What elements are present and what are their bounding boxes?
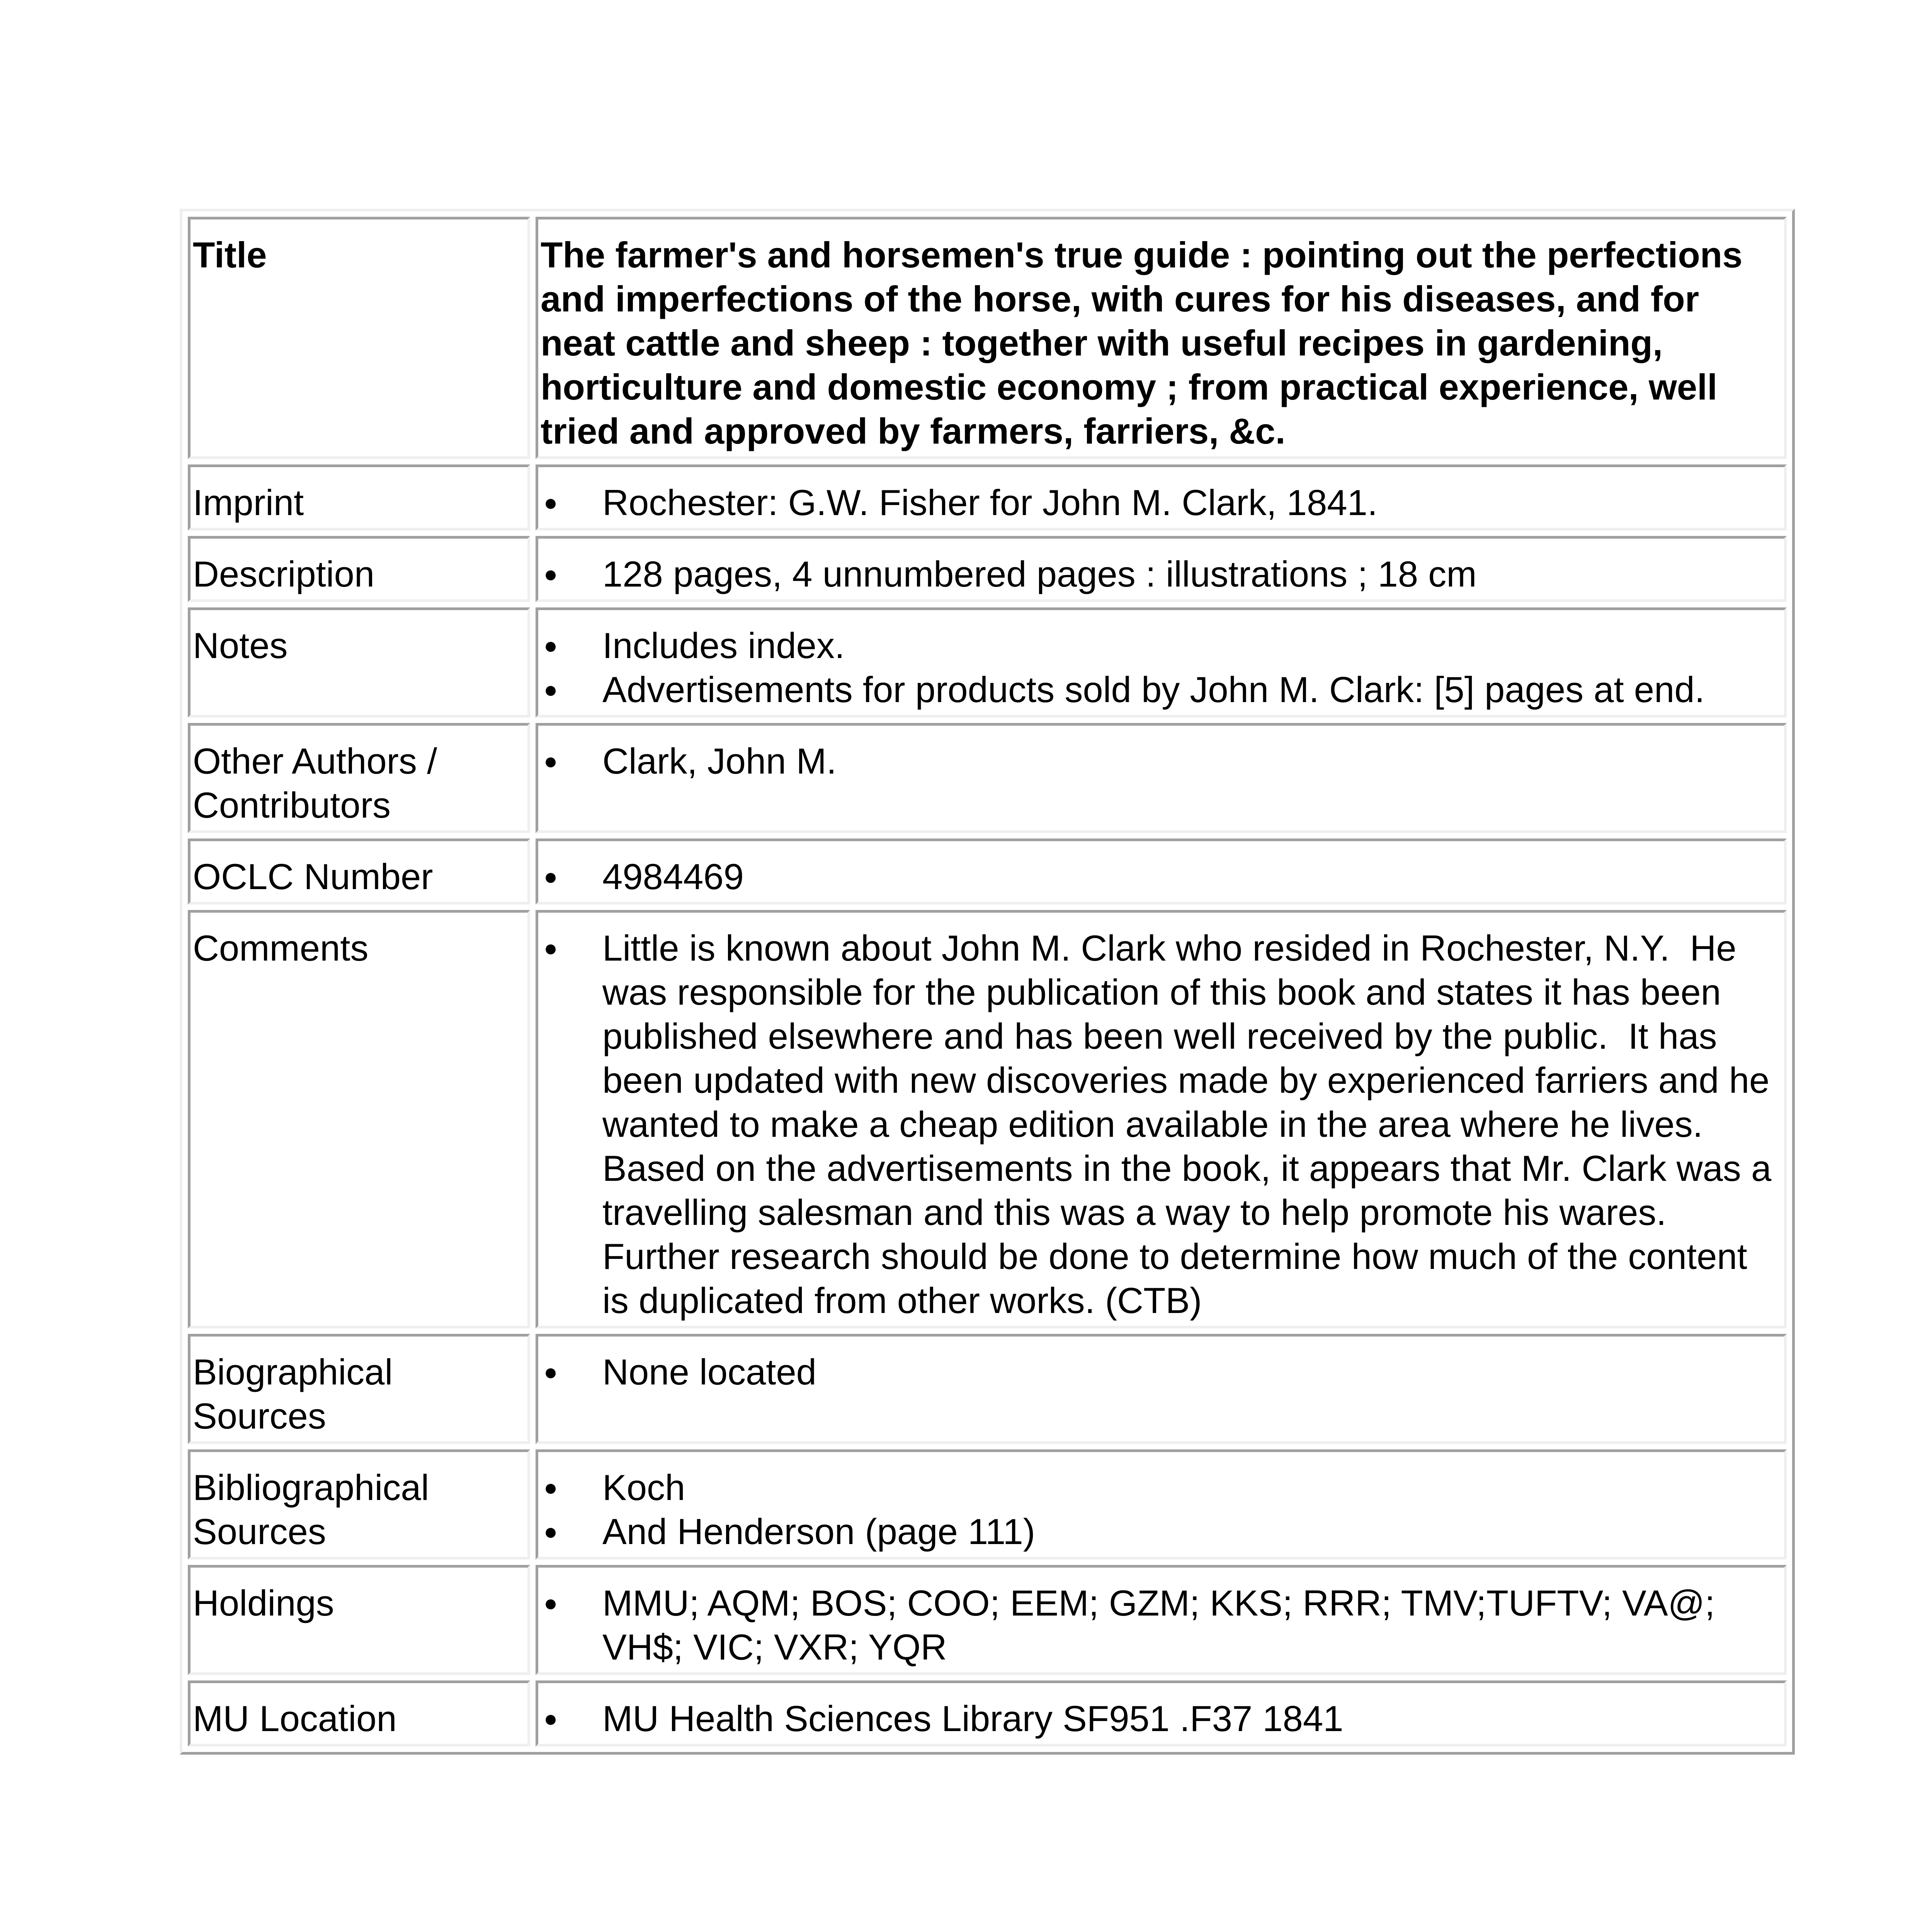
field-label: Other Authors / Contributors xyxy=(188,723,530,833)
value-list xyxy=(541,552,1782,596)
list-item: ● Includes index. xyxy=(541,624,1782,668)
bullet-icon: ● xyxy=(544,633,558,658)
list-item: ● And Henderson (page 111) xyxy=(541,1510,1782,1554)
list-item: ● 4984469 xyxy=(541,855,1782,899)
field-label: MU Location xyxy=(188,1680,530,1747)
list-item: ● None located xyxy=(541,1350,1782,1394)
value-list xyxy=(541,1350,1782,1394)
field-label: Comments xyxy=(188,910,530,1328)
list-item: ● Clark, John M. xyxy=(541,739,1782,783)
list-item: ● Advertisements for products sold by John M. Clark: [5] pages at end. xyxy=(541,668,1782,712)
field-label: Bibliographical Sources xyxy=(188,1449,530,1560)
record-row-holdings xyxy=(188,1565,1787,1675)
field-label: Imprint xyxy=(188,464,530,531)
field-label: Holdings xyxy=(188,1565,530,1675)
list-item: ● Rochester: G.W. Fisher for John M. Clark, 1841. xyxy=(541,481,1782,525)
bullet-icon: ● xyxy=(544,490,558,515)
field-label: Title xyxy=(188,217,530,459)
value-list xyxy=(541,1697,1782,1741)
list-item: ● Little is known about John M. Clark who resided in Rochester, N.Y. He was responsible for the publication of this book and states it has been published elsewhere and has been well received by the public. It has been updated with new discoveries made by experienced farriers and he wanted to make a cheap edition available in the area where he lives. Based on the advertisements in the book, it appears that Mr. Clark was a travelling salesman and this was a way to help promote his wares. Further research should be done to determine how much of the content is duplicated from other works. (CTB) xyxy=(541,926,1782,1323)
record-row-description xyxy=(188,536,1787,602)
field-label: Notes xyxy=(188,607,530,718)
record-row-other-authors xyxy=(188,723,1787,833)
bullet-icon: ● xyxy=(544,935,558,961)
list-item: ● Koch xyxy=(541,1466,1782,1510)
bullet-icon: ● xyxy=(544,748,558,774)
value-list xyxy=(541,481,1782,525)
value-list xyxy=(541,855,1782,899)
list-item: ● MMU; AQM; BOS; COO; EEM; GZM; KKS; RRR; TMV;TUFTV; VA@; VH$; VIC; VXR; YQR xyxy=(541,1581,1782,1669)
bullet-icon: ● xyxy=(544,864,558,889)
record-row-oclc-number xyxy=(188,838,1787,905)
value-list xyxy=(541,624,1782,712)
bullet-icon: ● xyxy=(544,1359,558,1385)
value-list xyxy=(541,1466,1782,1554)
record-row-notes xyxy=(188,607,1787,718)
bullet-icon: ● xyxy=(544,1706,558,1731)
field-label: OCLC Number xyxy=(188,838,530,905)
record-row-title xyxy=(188,217,1787,459)
field-label: Description xyxy=(188,536,530,602)
value-list xyxy=(541,1581,1782,1669)
record-row-comments xyxy=(188,910,1787,1328)
list-item: ● MU Health Sciences Library SF951 .F37 1841 xyxy=(541,1697,1782,1741)
bullet-icon: ● xyxy=(544,1590,558,1616)
field-label: Biographical Sources xyxy=(188,1334,530,1444)
record-row-mu-location xyxy=(188,1680,1787,1747)
value-list xyxy=(541,739,1782,783)
title-value: The farmer's and horsemen's true guide : pointing out the perfections and imperfections of the horse, with cures for his diseases, and for neat cattle and sheep : together with useful recipes in gardening, horticulture and domestic economy ; from practical experience, well tried and approved by farmers, farriers, &c. xyxy=(536,217,1787,459)
list-item: ● 128 pages, 4 unnumbered pages : illustrations ; 18 cm xyxy=(541,552,1782,596)
bullet-icon: ● xyxy=(544,1519,558,1544)
record-row-biographical-sources xyxy=(188,1334,1787,1444)
value-list xyxy=(541,926,1782,1323)
bibliographic-record-table xyxy=(180,209,1795,1755)
record-row-bibliographical-sources xyxy=(188,1449,1787,1560)
bullet-icon: ● xyxy=(544,677,558,702)
bullet-icon: ● xyxy=(544,1475,558,1500)
record-row-imprint xyxy=(188,464,1787,531)
bullet-icon: ● xyxy=(544,561,558,587)
